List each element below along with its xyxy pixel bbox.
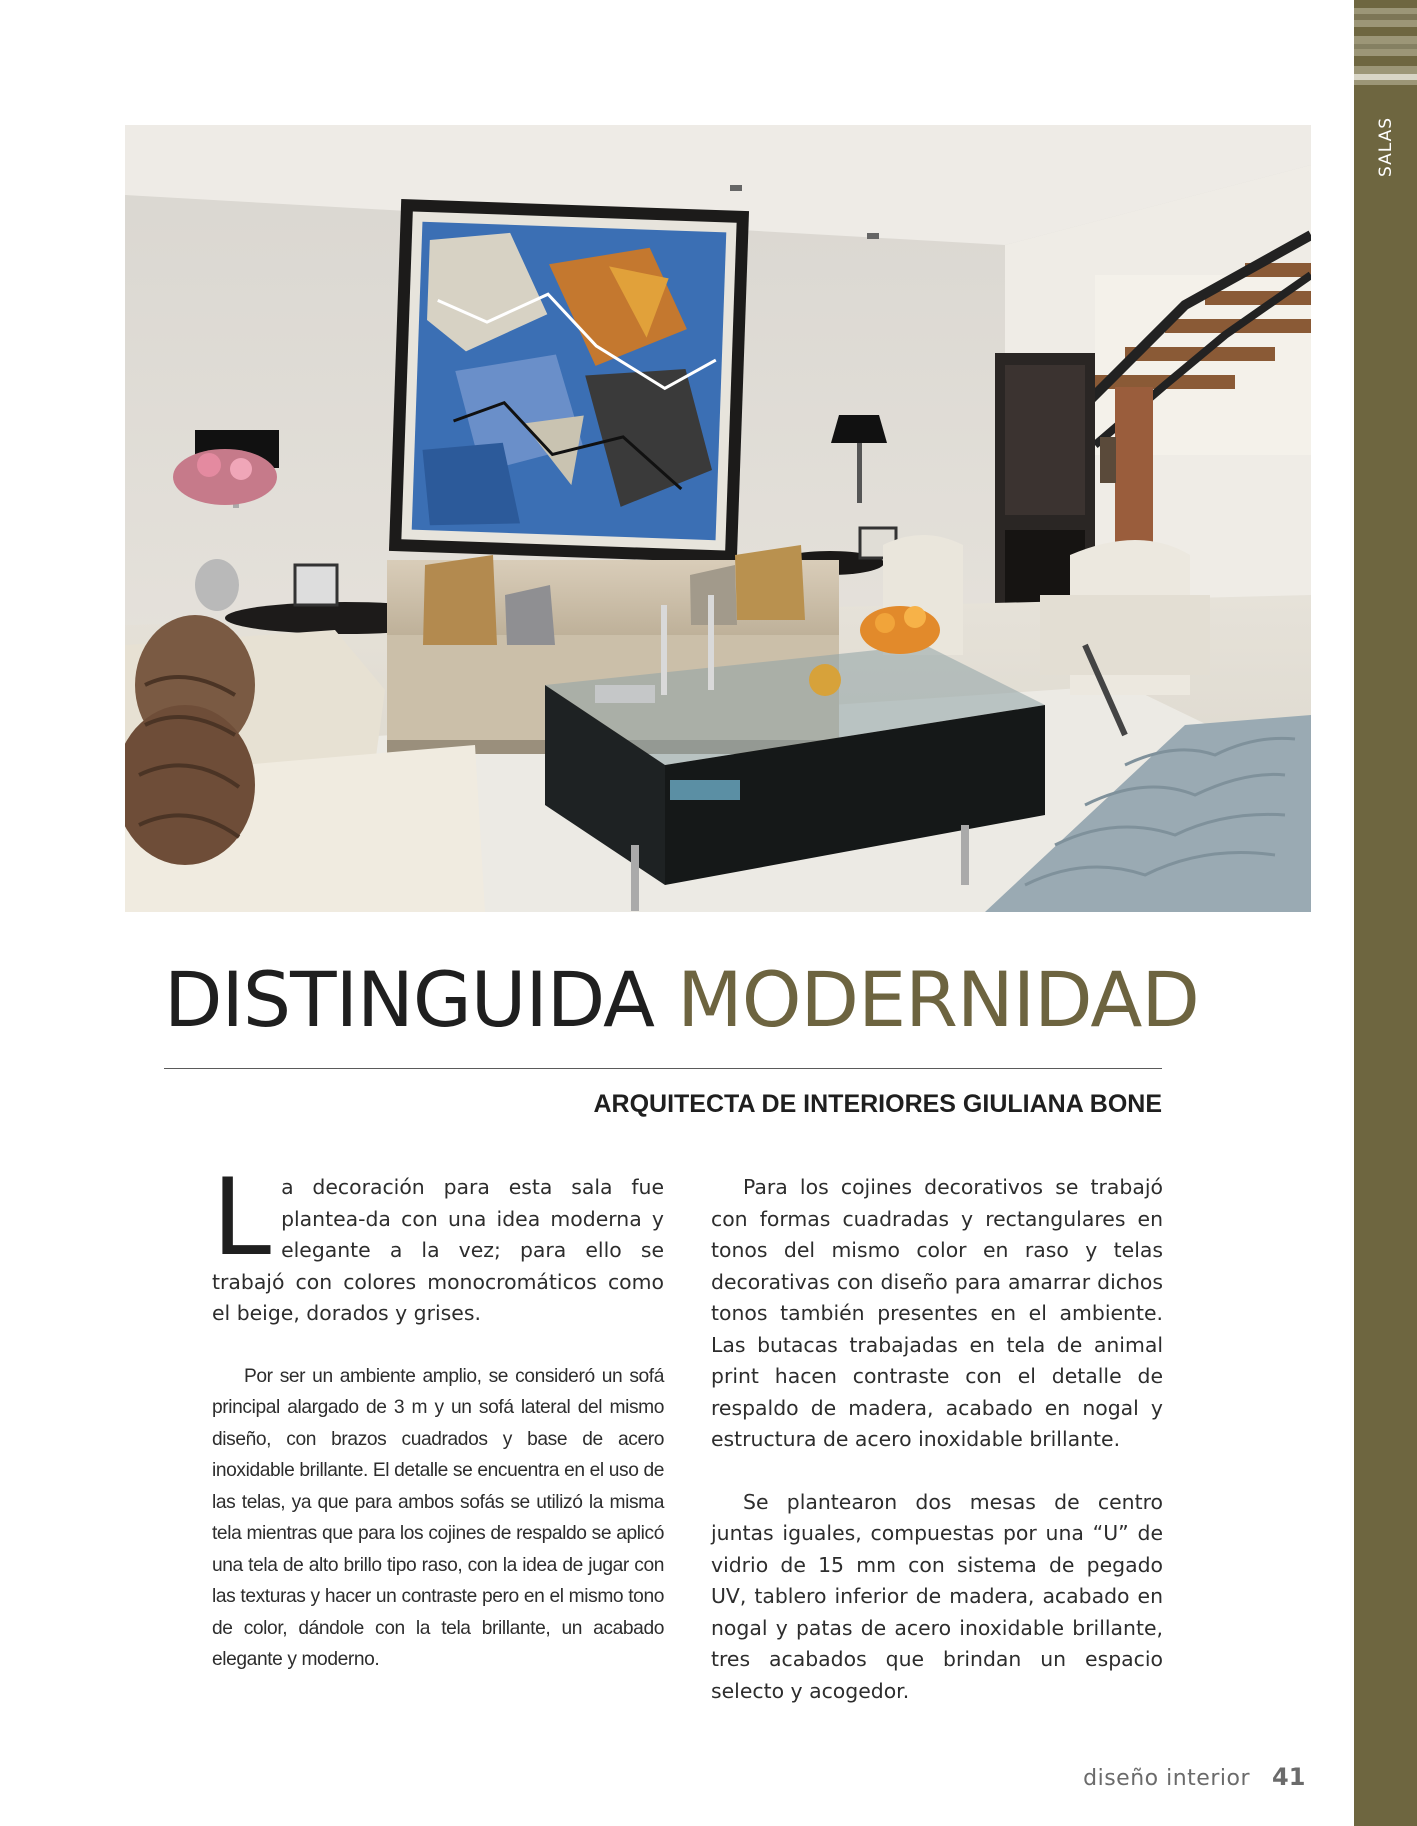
section-label: [1356, 112, 1416, 182]
title-rule: [164, 1068, 1162, 1069]
left-column: [212, 1156, 664, 1676]
paragraph-4: Se plantearon dos mesas de centro juntas iguales, compuestas por una “U” de vidrio de 15 mm con sistema de pegado UV, tablero inferior de madera, acabado en nogal y patas de acero inoxidable brillante, tres acabados que brindan un espacio selecto y acogedor.: [711, 1489, 1163, 1703]
side-stripes: [1354, 0, 1417, 95]
drop-cap: L: [212, 1156, 272, 1279]
title-part-2: MODERNIDAD: [677, 955, 1199, 1044]
article-title: [164, 955, 1199, 1044]
paragraph-1-text: a decoración para esta sala fue plantea-da con una idea moderna y elegante a la vez; para ello se trabajó con colores monocromáticos como el beige, dorados y grises.: [212, 1175, 664, 1325]
living-room-illustration: [125, 125, 1311, 912]
living-room-photo: [125, 125, 1311, 912]
magazine-brand: diseño interior: [1083, 1766, 1250, 1791]
paragraph-3: Para los cojines decorativos se trabajó con formas cuadradas y rectangulares en tonos del mismo color en raso y telas decorativas con diseño para amarrar dichos tonos también presentes en el ambiente. Las butacas trabajadas en tela de animal print hacen contraste con el detalle de respaldo de madera, acabado en nogal y estructura de acero inoxidable brillante.: [711, 1175, 1163, 1451]
paragraph-2: Por ser un ambiente amplio, se consideró un sofá principal alargado de 3 m y un sofá lateral del mismo diseño, con brazos cuadrados y base de acero inoxidable brillante. El detalle se encuentra en el uso de las telas, ya que para ambos sofás se utilizó la misma tela mientras que para los cojines de respaldo se aplicó una tela de alto brillo tipo raso, con la idea de jugar con las texturas y hacer un contraste pero en el mismo tono de color, dándole con la tela brillante, un acabado elegante y moderno.: [212, 1365, 664, 1670]
right-column: [711, 1172, 1163, 1707]
section-label-text: SALAS: [1376, 116, 1396, 178]
paragraph-1: [212, 1156, 664, 1330]
page-number: 41: [1272, 1763, 1306, 1791]
title-part-1: DISTINGUIDA: [164, 955, 654, 1044]
side-band: [1354, 0, 1417, 1826]
byline: ARQUITECTA DE INTERIORES GIULIANA BONE: [593, 1090, 1162, 1118]
